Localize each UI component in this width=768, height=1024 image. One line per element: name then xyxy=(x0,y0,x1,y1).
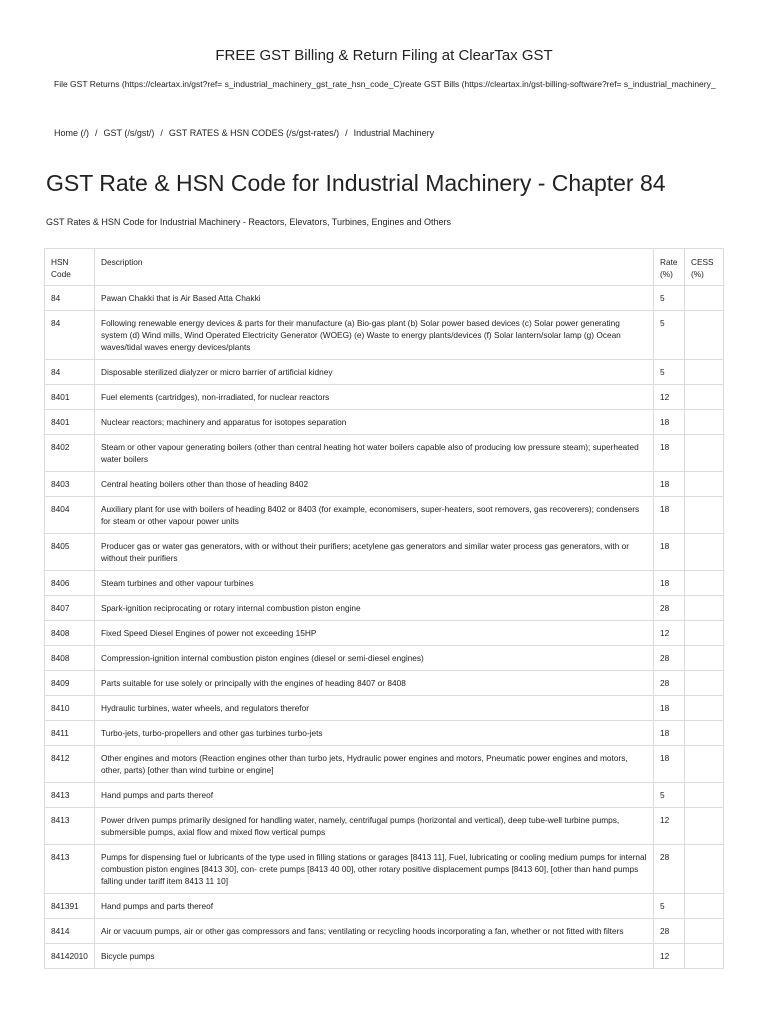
promo-banner[interactable]: FREE GST Billing & Return Filing at ClearTax GST xyxy=(215,47,553,64)
cell-cess xyxy=(685,919,724,944)
breadcrumb-gst-rates[interactable]: GST RATES & HSN CODES (/s/gst-rates/) xyxy=(168,128,340,138)
table-row xyxy=(45,286,724,311)
table-row xyxy=(45,746,724,783)
cell-hsn-code: 84 xyxy=(45,286,95,311)
cell-cess xyxy=(685,894,724,919)
cell-rate: 18 xyxy=(654,696,685,721)
cell-hsn-code: 8412 xyxy=(45,746,95,783)
table-row xyxy=(45,410,724,435)
cell-cess xyxy=(685,311,724,360)
table-row xyxy=(45,385,724,410)
cell-hsn-code: 8407 xyxy=(45,596,95,621)
table-row xyxy=(45,497,724,534)
cell-rate: 5 xyxy=(654,783,685,808)
header-cess: CESS (%) xyxy=(685,249,724,286)
cell-description: Air or vacuum pumps, air or other gas compressors and fans; ventilating or recycling hoods incorporating a fan, whether or not fitted with filters xyxy=(95,919,654,944)
cell-cess xyxy=(685,696,724,721)
cell-description: Producer gas or water gas generators, with or without their purifiers; acetylene gas generators and similar water process gas generators, with or without their purifiers xyxy=(95,534,654,571)
cell-cess xyxy=(685,497,724,534)
breadcrumb-separator: / xyxy=(160,128,163,138)
cell-rate: 5 xyxy=(654,894,685,919)
cell-cess xyxy=(685,783,724,808)
promo-links xyxy=(54,79,754,89)
cell-cess xyxy=(685,646,724,671)
table-row xyxy=(45,808,724,845)
page-subtitle: GST Rates & HSN Code for Industrial Machinery - Reactors, Elevators, Turbines, Engines and Others xyxy=(46,217,452,227)
create-bills-link[interactable]: reate GST Bills (https://cleartax.in/gst-billing-software?ref= s_industrial_machinery_ xyxy=(402,79,716,89)
table-row xyxy=(45,472,724,497)
table-row xyxy=(45,696,724,721)
cell-description: Compression-ignition internal combustion piston engines (diesel or semi-diesel engines) xyxy=(95,646,654,671)
cell-rate: 28 xyxy=(654,596,685,621)
cell-description: Pawan Chakki that is Air Based Atta Chakki xyxy=(95,286,654,311)
header-hsn-code: HSN Code xyxy=(45,249,95,286)
cell-hsn-code: 8410 xyxy=(45,696,95,721)
file-returns-link[interactable]: File GST Returns (https://cleartax.in/gst?ref= s_industrial_machinery_gst_rate_hsn_code_C) xyxy=(54,79,403,89)
table-row xyxy=(45,894,724,919)
cell-cess xyxy=(685,472,724,497)
table-row xyxy=(45,435,724,472)
cell-rate: 12 xyxy=(654,808,685,845)
cell-hsn-code: 84 xyxy=(45,311,95,360)
header-description: Description xyxy=(95,249,654,286)
cell-cess xyxy=(685,360,724,385)
cell-description: Nuclear reactors; machinery and apparatus for isotopes separation xyxy=(95,410,654,435)
cell-hsn-code: 8411 xyxy=(45,721,95,746)
cell-rate: 18 xyxy=(654,721,685,746)
cell-hsn-code: 8409 xyxy=(45,671,95,696)
table-row xyxy=(45,571,724,596)
table-row xyxy=(45,534,724,571)
cell-description: Fuel elements (cartridges), non-irradiated, for nuclear reactors xyxy=(95,385,654,410)
cell-hsn-code: 8402 xyxy=(45,435,95,472)
table-row xyxy=(45,671,724,696)
breadcrumb-gst[interactable]: GST (/s/gst/) xyxy=(103,128,155,138)
cell-description: Parts suitable for use solely or principally with the engines of heading 8407 or 8408 xyxy=(95,671,654,696)
cell-rate: 5 xyxy=(654,311,685,360)
cell-cess xyxy=(685,435,724,472)
table-row xyxy=(45,360,724,385)
cell-rate: 28 xyxy=(654,919,685,944)
cell-hsn-code: 8406 xyxy=(45,571,95,596)
cell-cess xyxy=(685,621,724,646)
cell-description: Other engines and motors (Reaction engines other than turbo jets, Hydraulic power engines and motors, Pneumatic power engines and motors, other, parts) [other than wind turbine or engine] xyxy=(95,746,654,783)
table-row xyxy=(45,944,724,969)
cell-cess xyxy=(685,571,724,596)
cell-description: Pumps for dispensing fuel or lubricants of the type used in filling stations or garages [8413 11], Fuel, lubricating or cooling medium pumps for internal combustion piston engines [8413 30], con- crete pumps [8413 40 00], other rotary positive displacement pumps [8413 60], [other than hand pumps falling under tariff item 8413 11 10] xyxy=(95,845,654,894)
cell-hsn-code: 8405 xyxy=(45,534,95,571)
cell-hsn-code: 8413 xyxy=(45,808,95,845)
cell-rate: 5 xyxy=(654,360,685,385)
breadcrumb-separator: / xyxy=(95,128,98,138)
cell-description: Spark-ignition reciprocating or rotary internal combustion piston engine xyxy=(95,596,654,621)
cell-hsn-code: 8413 xyxy=(45,783,95,808)
cell-cess xyxy=(685,534,724,571)
cell-description: Disposable sterilized dialyzer or micro barrier of artificial kidney xyxy=(95,360,654,385)
cell-hsn-code: 8404 xyxy=(45,497,95,534)
table-body xyxy=(45,286,724,969)
table-row xyxy=(45,311,724,360)
page-title: GST Rate & HSN Code for Industrial Machinery - Chapter 84 xyxy=(46,170,666,196)
cell-rate: 12 xyxy=(654,385,685,410)
cell-rate: 28 xyxy=(654,671,685,696)
cell-description: Power driven pumps primarily designed for handling water, namely, centrifugal pumps (horizontal and vertical), deep tube-well turbine pumps, submersible pumps, axial flow and mixed flow vertical pumps xyxy=(95,808,654,845)
cell-description: Hand pumps and parts thereof xyxy=(95,783,654,808)
table-row xyxy=(45,621,724,646)
cell-hsn-code: 8401 xyxy=(45,385,95,410)
cell-cess xyxy=(685,746,724,783)
cell-hsn-code: 8408 xyxy=(45,646,95,671)
cell-hsn-code: 84142010 xyxy=(45,944,95,969)
breadcrumb-current: Industrial Machinery xyxy=(353,128,435,138)
cell-cess xyxy=(685,845,724,894)
cell-cess xyxy=(685,385,724,410)
table-row xyxy=(45,845,724,894)
breadcrumb-separator: / xyxy=(345,128,348,138)
cell-hsn-code: 84 xyxy=(45,360,95,385)
gst-rate-table xyxy=(44,248,724,969)
cell-rate: 18 xyxy=(654,410,685,435)
cell-hsn-code: 8403 xyxy=(45,472,95,497)
table-row xyxy=(45,596,724,621)
cell-description: Bicycle pumps xyxy=(95,944,654,969)
cell-rate: 12 xyxy=(654,621,685,646)
cell-rate: 18 xyxy=(654,472,685,497)
cell-rate: 12 xyxy=(654,944,685,969)
cell-cess xyxy=(685,721,724,746)
cell-hsn-code: 841391 xyxy=(45,894,95,919)
cell-cess xyxy=(685,286,724,311)
cell-description: Central heating boilers other than those of heading 8402 xyxy=(95,472,654,497)
table-row xyxy=(45,919,724,944)
cell-hsn-code: 8408 xyxy=(45,621,95,646)
cell-description: Fixed Speed Diesel Engines of power not exceeding 15HP xyxy=(95,621,654,646)
cell-cess xyxy=(685,410,724,435)
cell-description: Auxiliary plant for use with boilers of heading 8402 or 8403 (for example, economisers, super-heaters, soot removers, gas recoverers); condensers for steam or other vapour power units xyxy=(95,497,654,534)
cell-description: Hand pumps and parts thereof xyxy=(95,894,654,919)
table-row xyxy=(45,646,724,671)
cell-cess xyxy=(685,671,724,696)
cell-hsn-code: 8414 xyxy=(45,919,95,944)
cell-description: Hydraulic turbines, water wheels, and regulators therefor xyxy=(95,696,654,721)
table-header-row xyxy=(45,249,724,286)
breadcrumb xyxy=(54,128,434,138)
cell-description: Steam turbines and other vapour turbines xyxy=(95,571,654,596)
header-rate: Rate (%) xyxy=(654,249,685,286)
cell-rate: 18 xyxy=(654,746,685,783)
cell-hsn-code: 8401 xyxy=(45,410,95,435)
cell-rate: 18 xyxy=(654,435,685,472)
cell-cess xyxy=(685,808,724,845)
cell-description: Following renewable energy devices & parts for their manufacture (a) Bio-gas plant (b) Solar power based devices (c) Solar power generating system (d) Wind mills, Wind Operated Electricity Generator (WOEG) (e) Waste to energy plants/devices (f) Solar lantern/solar lamp (g) Ocean waves/tidal waves energy devices/plants xyxy=(95,311,654,360)
cell-rate: 28 xyxy=(654,845,685,894)
cell-description: Steam or other vapour generating boilers (other than central heating hot water boilers capable also of producing low pressure steam); superheated water boilers xyxy=(95,435,654,472)
cell-rate: 18 xyxy=(654,571,685,596)
cell-rate: 18 xyxy=(654,534,685,571)
cell-cess xyxy=(685,596,724,621)
cell-description: Turbo-jets, turbo-propellers and other gas turbines turbo-jets xyxy=(95,721,654,746)
cell-hsn-code: 8413 xyxy=(45,845,95,894)
table-row xyxy=(45,783,724,808)
breadcrumb-home[interactable]: Home (/) xyxy=(54,128,90,138)
table-row xyxy=(45,721,724,746)
cell-rate: 18 xyxy=(654,497,685,534)
cell-rate: 28 xyxy=(654,646,685,671)
cell-cess xyxy=(685,944,724,969)
cell-rate: 5 xyxy=(654,286,685,311)
